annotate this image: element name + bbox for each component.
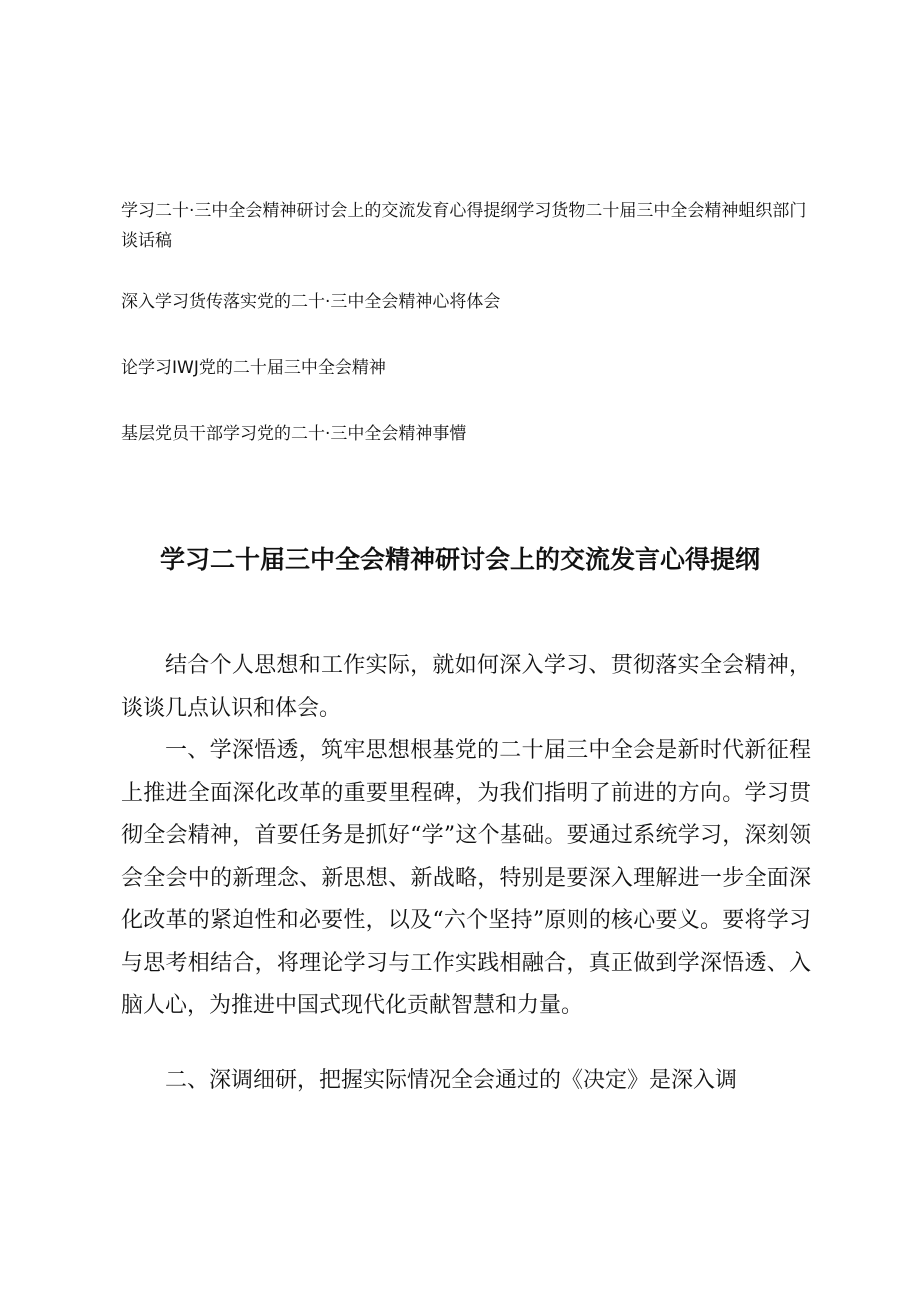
table-of-contents bbox=[121, 196, 811, 449]
body-paragraph: 结合个人思想和工作实际，就如何深入学习、贯彻落实全会精神，谈谈几点认识和体会。 bbox=[121, 653, 811, 721]
body-paragraph: 一、学深悟透，筑牢思想根基党的二十届三中全会是新时代新征程上推进全面深化改革的重要里程碑，为我们指明了前进的方向。学习贯彻全会精神，首要任务是抓好“学”这个基础。要通过系统学习，深刻领会全会中的新理念、新思想、新战略，特别是要深入理解进一步全面深化改革的紧迫性和必要性，以及“六个坚持”原则的核心要义。要将学习与思考相结合，将理论学习与工作实践相融合，真正做到学深悟透、入脑人心，为推进中国式现代化贡献智慧和力量。 bbox=[121, 738, 811, 1018]
toc-item: 论学习IWJ党的二十届三中全会精神 bbox=[121, 358, 386, 378]
toc-item: 学习二十·三中全会精神研讨会上的交流发育心得提纲学习货物二十届三中全会精神蛆织部门谈话稿 bbox=[121, 201, 807, 251]
body-paragraph: 二、深调细研，把握实际情况全会通过的《决定》是深入调 bbox=[165, 1067, 738, 1093]
toc-item: 深入学习货传落实党的二十·三中全会精神心将体会 bbox=[121, 292, 501, 312]
toc-item: 基层党员干部学习党的二十·三中全会精神事懵 bbox=[121, 424, 467, 444]
document-body bbox=[121, 645, 811, 1102]
document-title: 学习二十届三中全会精神研讨会上的交流发言心得提纲 bbox=[159, 545, 760, 574]
